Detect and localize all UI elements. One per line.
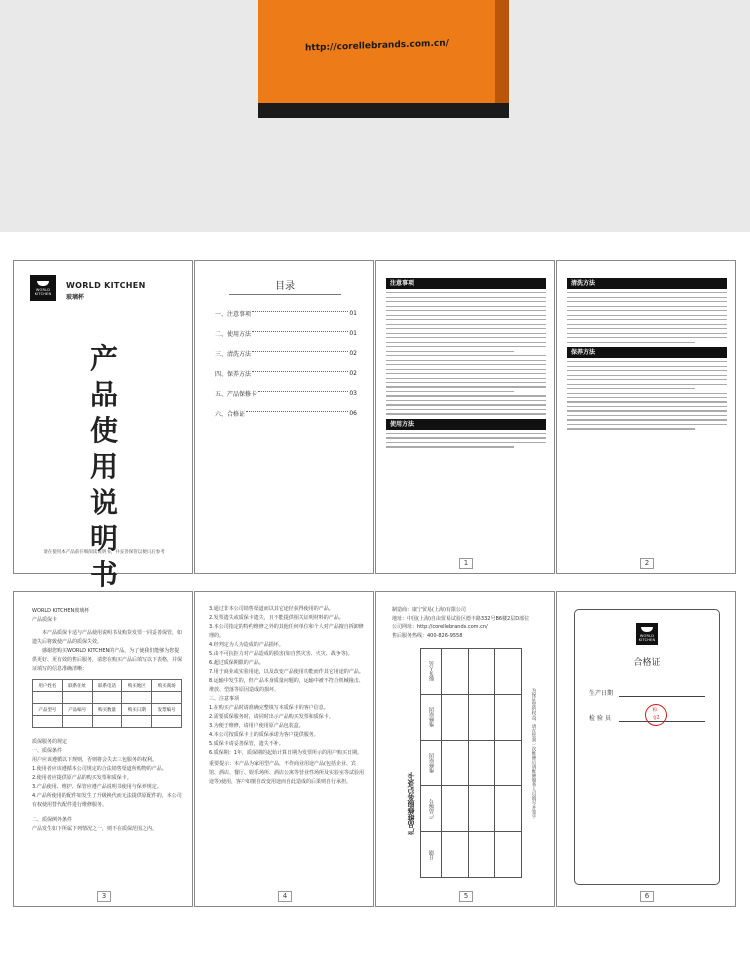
label-cell	[421, 695, 441, 741]
toc-item-page: 06	[349, 409, 357, 417]
table-cell: 购买商场	[152, 680, 182, 692]
table-cell: 购买地区	[122, 680, 152, 692]
table-row	[33, 704, 182, 716]
toc-item	[215, 403, 357, 423]
table-cell	[92, 716, 122, 728]
toc-item	[215, 343, 357, 363]
toc-dots	[258, 391, 348, 392]
production-date-label: 生产日期	[589, 690, 614, 697]
page-number: 2	[640, 558, 654, 569]
hotline: 售后服务热线：400-826-9558	[392, 633, 463, 639]
website: 公司网址：http://corellebrands.com.cn/	[392, 624, 488, 630]
page2-panel	[556, 260, 736, 574]
customer-info-table	[32, 679, 182, 728]
toc-item	[215, 363, 357, 383]
table-cell	[33, 692, 63, 704]
exclusion-item: 5.由不可抗拒力对产品造成的损害(如自然灾害、火灾、战争等)。	[209, 651, 353, 657]
toc-item	[215, 323, 357, 343]
table-title: 产品维修服务记录卡	[407, 772, 415, 835]
table-cell: 购买日期	[122, 704, 152, 716]
warranty-intro: 本产品质保卡适与产品使用说明书及购货发票一同妥善保管，如遗失后将致使产品的质保失效。	[32, 630, 183, 645]
col-label: 日期	[428, 849, 435, 860]
orange-box-side	[495, 0, 509, 103]
label-cell	[421, 741, 441, 787]
important-reminder: 重要提示：本产品为家用型产品，不作商业用途产品(包括企业、宾馆、酒店、餐厅、娱乐场所、酒店公寓等营业性场所及实验室等试验用途等)使用，客户如擅自改变用途而自此造成的后果则自行承担。	[209, 761, 365, 785]
note-item: 1.在购买产品时请准确完整填写本质保卡的客户信息。	[209, 705, 329, 711]
toc-divider	[229, 294, 341, 295]
section-care: 保养方法	[567, 347, 727, 358]
stamp-bottom: 02	[652, 714, 661, 722]
section-cleaning: 清洗方法	[567, 278, 727, 289]
table-cell: 产品型号	[33, 704, 63, 716]
table-cell	[122, 716, 152, 728]
toc-item-page: 02	[349, 349, 357, 357]
stamp-top: 检	[651, 706, 659, 714]
toc-item-label: 六、合格证	[215, 410, 246, 418]
production-date-line	[619, 696, 705, 697]
warranty-card-title: 产品质保卡	[32, 617, 58, 623]
brand-cn: 玻璃杯	[66, 294, 85, 301]
toc-item	[215, 303, 357, 323]
exclusion-item: 3.通过非本公司销售渠道而以其它途径获得使用的产品。	[209, 606, 334, 612]
product-photo	[0, 0, 750, 232]
section-notes: 注意事项	[386, 278, 546, 289]
box-url: http://corellebrands.com.cn/	[305, 38, 449, 54]
page-number: 1	[459, 558, 473, 569]
page-number: 4	[278, 891, 292, 902]
table-cell: 产品编号	[62, 704, 92, 716]
rule-item: 1.使用者应该遵循本公司规定的合法销售渠道所购物的产品。	[32, 766, 167, 772]
table-row-empty	[33, 692, 182, 704]
col-label: 服务人员	[428, 661, 435, 682]
toc-dots	[252, 311, 348, 312]
rule-item: 4.产品所使用的配件如发生了升级换代而无法提供原配件的，本公司有权使用替代配件进行维修服务。	[32, 793, 182, 808]
inspection-stamp	[643, 702, 669, 728]
toc-dots	[252, 371, 348, 372]
toc-list	[215, 303, 357, 423]
page3-panel	[13, 591, 193, 907]
toc-item-label: 四、保养方法	[215, 370, 252, 378]
exclusion-title: 二、质保例外条件	[32, 817, 73, 823]
note-item: 6.质保期：1年，质保期的起始计算日期为发票所示的用户购买日期。	[209, 750, 362, 756]
toc-heading: 目录	[275, 281, 295, 292]
page5-panel	[375, 591, 555, 907]
toc-dots	[252, 351, 348, 352]
cleaning-text-lines	[567, 292, 727, 343]
table-cell	[62, 716, 92, 728]
exclusion-text: 产品发生如下所属下列情况之一，则不在质保范围之内。	[32, 826, 158, 832]
logo-text: WORLD KITCHEN	[638, 633, 656, 642]
label-cell	[421, 649, 441, 695]
toc-item-page: 01	[349, 309, 357, 317]
warranty-brand: WORLD KITCHEN玻璃杯	[32, 608, 90, 614]
exclusion-item: 4.经判定为人为造成的产品损坏。	[209, 642, 284, 648]
exclusion-item: 6.超过质保期限的产品。	[209, 660, 264, 666]
col-label: 产品编号	[428, 798, 435, 819]
certificate-card	[574, 609, 720, 885]
rules-sub: 一、质保条件	[32, 748, 63, 754]
cover-title: 产品使用说明书	[89, 342, 118, 591]
table-cell: 联系电话	[92, 680, 122, 692]
note-item: 2.需要质保服务时，请同时出示产品购买发票和质保卡。	[209, 714, 334, 720]
logo-mark-icon	[641, 627, 653, 632]
logo	[636, 623, 658, 645]
label-cell	[421, 786, 441, 832]
toc-item	[215, 383, 357, 403]
note-item: 3.为便于维修，请用户使用原产品包装盒。	[209, 723, 304, 729]
warranty-thanks: 感谢您购买WORLD KITCHEN的产品，为了使我们能够为您提供更好、更有效的售后服务，请您在购买产品后填写以下表格，并保证填写的信息准确清晰：	[32, 648, 183, 672]
toc-item-page: 01	[349, 329, 357, 337]
page-number: 6	[640, 891, 654, 902]
rule-item: 3.产品使用、维护、保管应遵产品说明书使用与保养规定。	[32, 784, 162, 790]
box-base	[258, 103, 509, 118]
page6-panel	[556, 591, 736, 907]
orange-box	[258, 0, 495, 103]
page-number: 5	[459, 891, 473, 902]
logo-mark-icon	[37, 281, 49, 286]
rule-item: 2.使用者应提供原产品的购买发票和质保卡。	[32, 775, 132, 781]
table-cell: 用户姓名	[33, 680, 63, 692]
toc-item-label: 一、注意事项	[215, 310, 252, 318]
table-cell	[152, 716, 182, 728]
record-column	[495, 649, 521, 877]
page-number: 3	[97, 891, 111, 902]
brand-en: WORLD KITCHEN	[66, 281, 146, 290]
cover-footer: 请在使用本产品前仔细阅读说明书，并妥善保管以便日后参考	[43, 550, 165, 555]
note-item: 5.质保卡请妥善保管，遗失不补。	[209, 741, 284, 747]
record-column	[442, 649, 469, 877]
logo-text: WORLD KITCHEN	[34, 287, 52, 296]
service-record-table	[420, 648, 522, 878]
table-row	[33, 680, 182, 692]
label-column	[421, 649, 442, 877]
exclusion-item: 3.本公司指定的特约维修之外的其他任何单位和个人对产品擅自拆卸修理的。	[209, 624, 364, 639]
toc-item-label: 二、使用方法	[215, 330, 252, 338]
exclusion-item: 7.用于商业或实验用途，以及改变产品使用功能而作其它用途的产品。	[209, 669, 364, 675]
manufacturer: 制造商：康宁贸易(上海)有限公司	[392, 607, 466, 613]
cover-panel	[13, 260, 193, 591]
rules-intro: 用户应该遵循以下规则，否则将会失去三包服务的权利。	[32, 757, 158, 763]
care-text-lines	[567, 361, 727, 429]
table-cell	[62, 692, 92, 704]
table-cell	[152, 692, 182, 704]
toc-dots	[252, 331, 348, 332]
toc-panel	[194, 260, 374, 574]
side-note: 为保证您的权益，请在您第一次维修后请维修服务人员填写并签字	[531, 688, 536, 819]
table-cell: 联系住址	[62, 680, 92, 692]
record-column	[469, 649, 496, 877]
section-usage: 使用方法	[386, 419, 546, 430]
inspector-label: 检验员	[589, 715, 614, 722]
table-cell	[92, 692, 122, 704]
table-cell	[33, 716, 63, 728]
certificate-title: 合格证	[633, 658, 661, 668]
toc-item-page: 02	[349, 369, 357, 377]
notes-text-lines	[386, 292, 546, 414]
exclusion-item: 2.发票遗失或质保卡遗失，且不能提供相关证明材料的产品。	[209, 615, 344, 621]
toc-dots	[246, 411, 348, 412]
exclusion-item: 8.运输中发生的，但产品本身质量问题的，运输中被不符合机械撞击、堆放、型落等原因造成的损坏。	[209, 678, 364, 693]
address: 地址：中国(上海)自由贸易试验区德丰路332号B6楼2层D部位	[392, 616, 530, 622]
col-label: 维修原因	[428, 707, 435, 728]
table-cell	[122, 692, 152, 704]
page4-panel	[194, 591, 374, 907]
table-cell: 购买数量	[92, 704, 122, 716]
label-cell	[421, 832, 441, 877]
notes-title: 三、注意事项	[209, 696, 240, 702]
rules-title: 质保服务的规定	[32, 739, 68, 745]
toc-item-label: 三、清洗方法	[215, 350, 252, 358]
toc-item-label: 五、产品保修卡	[215, 390, 258, 398]
col-label: 维修原因	[428, 752, 435, 773]
page1-panel	[375, 260, 555, 574]
table-cell: 发票编号	[152, 704, 182, 716]
logo	[30, 275, 56, 301]
note-item: 4.本公司按质保卡上的质保承诺为客户提供服务。	[209, 732, 319, 738]
table-row-empty	[33, 716, 182, 728]
usage-text-lines	[386, 433, 546, 448]
toc-item-page: 03	[349, 389, 357, 397]
